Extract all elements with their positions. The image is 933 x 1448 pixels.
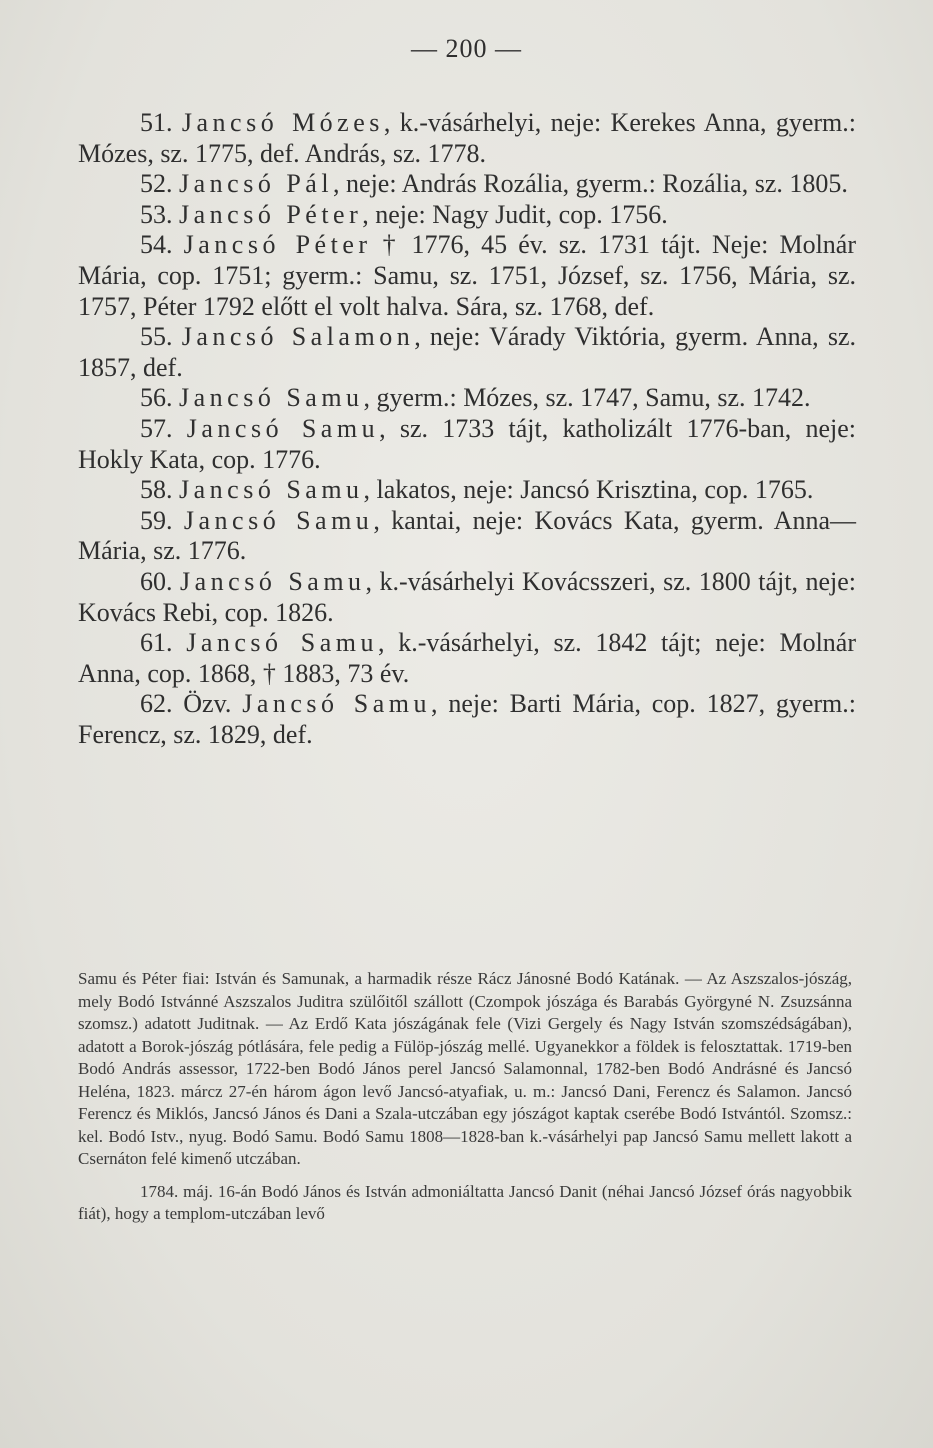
entry-name: Jancsó Samu: [179, 383, 364, 413]
entry: [78, 506, 856, 567]
entry-number: 57.: [140, 413, 173, 443]
entry-name: Jancsó Péter: [183, 230, 372, 260]
entry: [78, 414, 856, 475]
entry-text: , gyerm.: Mózes, sz. 1747, Samu, sz. 1742.: [363, 383, 811, 413]
entry-number: 51.: [140, 108, 173, 137]
entry-number: 52.: [140, 169, 173, 199]
entry-number: 60.: [140, 566, 173, 596]
entry-prefix: Özv.: [183, 689, 243, 719]
entry-text: † 1776, 45 év. sz. 1731 tájt. Neje: Molnár Mária, cop. 1751; gyerm.: Samu, sz. 1751, József, sz. 1756, Mária, sz. 1757, Péter 1792 előtt el volt halva. Sára, sz. 1768, def.: [78, 230, 856, 321]
footnote-paragraph: 1784. máj. 16-án Bodó János és István admoniáltatta Jancsó Danit (néhai Jancsó József órás nagyobbik fiát), hogy a templom-utczában levő: [78, 1181, 852, 1223]
entry-number: 62.: [140, 689, 173, 719]
entry-text: , k.-vásárhelyi, sz. 1842 tájt; neje: Molnár Anna, cop. 1868, † 1883, 73 év.: [78, 628, 856, 688]
entry: [78, 628, 856, 689]
entry-number: 55.: [140, 322, 173, 352]
entry-number: 54.: [140, 230, 173, 260]
entry-name: Jancsó Péter: [179, 199, 363, 229]
entry-text: , k.-vásárhelyi Kovácsszeri, sz. 1800 tájt, neje: Kovács Rebi, cop. 1826.: [78, 566, 856, 627]
entry-text: , k.-vásárhelyi, neje: Kerekes Anna, gyerm.: Mózes, sz. 1775, def. András, sz. 1778.: [78, 108, 856, 168]
entry-number: 59.: [140, 505, 173, 535]
entry: [78, 200, 856, 231]
entry: [78, 108, 856, 169]
entries-list: [78, 108, 856, 750]
entry: [78, 169, 856, 200]
entry-name: Jancsó Pál: [179, 169, 334, 199]
entry-name: Jancsó Samu: [186, 628, 378, 658]
entry-text: , kantai, neje: Kovács Kata, gyerm. Anna—Mária, sz. 1776.: [78, 505, 856, 566]
entry-number: 61.: [140, 628, 173, 658]
entry-text: , lakatos, neje: Jancsó Krisztina, cop. 1765.: [363, 475, 814, 505]
page-number: — 200 —: [411, 34, 522, 63]
entry-number: 53.: [140, 199, 173, 229]
entry: [78, 383, 856, 414]
entry-name: Jancsó Samu: [179, 475, 364, 505]
entry-name: Jancsó Salamon: [181, 322, 415, 352]
entry-name: Jancsó Samu: [242, 689, 432, 719]
footnote-paragraph: Samu és Péter fiai: István és Samunak, a harmadik része Rácz Jánosné Bodó Katának. — Az Aszszalos-jószág, mely Bodó Istvánné Aszszalos Juditra szülőitől szállott (Czompok jószága és Barabás Györgyné N. Zsuzsánna szomsz.) adatott Juditnak. — Az Erdő Kata jószágának fele (Vizi Gergely és Nagy István szomszédságában), adatott a Borok-jószág pótlására, fele pedig a Fülöp-jószág mellé. Ugyanekkor a földek is felosztattak. 1719-ben Bodó András assessor, 1722-ben Bodó János perel Jancsó Salamonnal, 1782-ben Bodó Andrásné és Jancsó Heléna, 1823. márcz 27-én három ágon levő Jancsó-atyafiak, u. m.: Jancsó Dani, Ferencz és Salamon. Jancsó Ferencz és Miklós, Jancsó János és Dani a Szala-utczában egy jószágot kaptak cserébe Bodó Istvántól. Szomsz.: kel. Bodó Istv., nyug. Bodó Samu. Bodó Samu 1808—1828-ban k.-vásárhelyi pap Jancsó Samu mellett lakott a Csernáton felé kimenő utczában.: [78, 969, 852, 1168]
entry-text: , neje: Barti Mária, cop. 1827, gyerm.: Ferencz, sz. 1829, def.: [78, 689, 856, 749]
footnotes: [78, 968, 852, 1226]
entry-number: 58.: [140, 475, 173, 505]
entry: [78, 689, 856, 750]
entry-text: , sz. 1733 tájt, katholizált 1776-ban, neje: Hokly Kata, cop. 1776.: [78, 413, 856, 474]
entry: [78, 475, 856, 506]
entry-text: , neje: András Rozália, gyerm.: Rozália, sz. 1805.: [333, 169, 848, 199]
entry: [78, 322, 856, 383]
entry-name: Jancsó Samu: [186, 413, 380, 443]
entry: [78, 230, 856, 322]
entry-text: , neje: Nagy Judit, cop. 1756.: [362, 199, 668, 229]
entry-text: , neje: Várady Viktória, gyerm. Anna, sz. 1857, def.: [78, 322, 856, 382]
entry-name: Jancsó Samu: [183, 505, 374, 535]
entry-name: Jancsó Samu: [180, 566, 366, 596]
entry: [78, 567, 856, 628]
entry-number: 56.: [140, 383, 173, 413]
entry-name: Jancsó Mózes: [181, 108, 384, 137]
